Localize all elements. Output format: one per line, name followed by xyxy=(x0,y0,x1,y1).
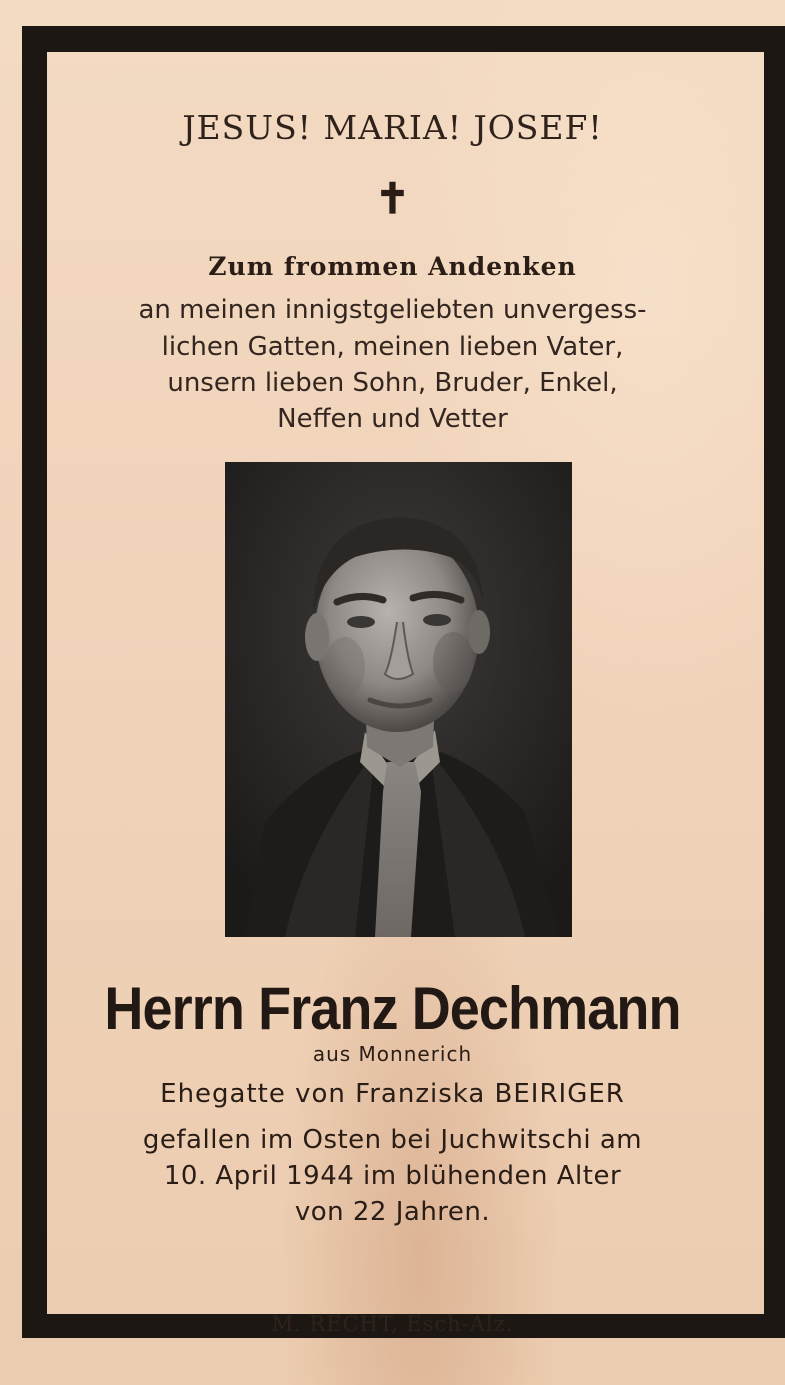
dedication-line: Neffen und Vetter xyxy=(277,404,508,434)
portrait-photo xyxy=(225,462,572,937)
cross-icon: ✝ xyxy=(374,174,411,223)
hometown: aus Monnerich xyxy=(312,1042,473,1066)
religious-heading: JESUS! MARIA! JOSEF! xyxy=(182,108,603,147)
printer-credit: M. RECHT, Esch-Alz. xyxy=(271,1312,514,1336)
death-detail-line: 10. April 1944 im blühenden Alter xyxy=(163,1161,622,1191)
memorial-title: Zum frommen Andenken xyxy=(208,252,577,281)
deceased-name: Herrn Franz Dechmann xyxy=(104,975,681,1042)
dedication-line: an meinen innigstgeliebten unvergess- xyxy=(138,295,647,325)
portrait-illustration xyxy=(225,462,572,937)
death-detail-line: gefallen im Osten bei Juchwitschi am xyxy=(142,1125,643,1155)
spouse-line: Ehegatte von Franziska BEIRIGER xyxy=(160,1079,625,1109)
death-detail-line: von 22 Jahren. xyxy=(294,1197,491,1227)
dedication-line: lichen Gatten, meinen lieben Vater, xyxy=(161,332,624,362)
card-content xyxy=(47,52,738,1288)
dedication-line: unsern lieben Sohn, Bruder, Enkel, xyxy=(167,368,618,398)
